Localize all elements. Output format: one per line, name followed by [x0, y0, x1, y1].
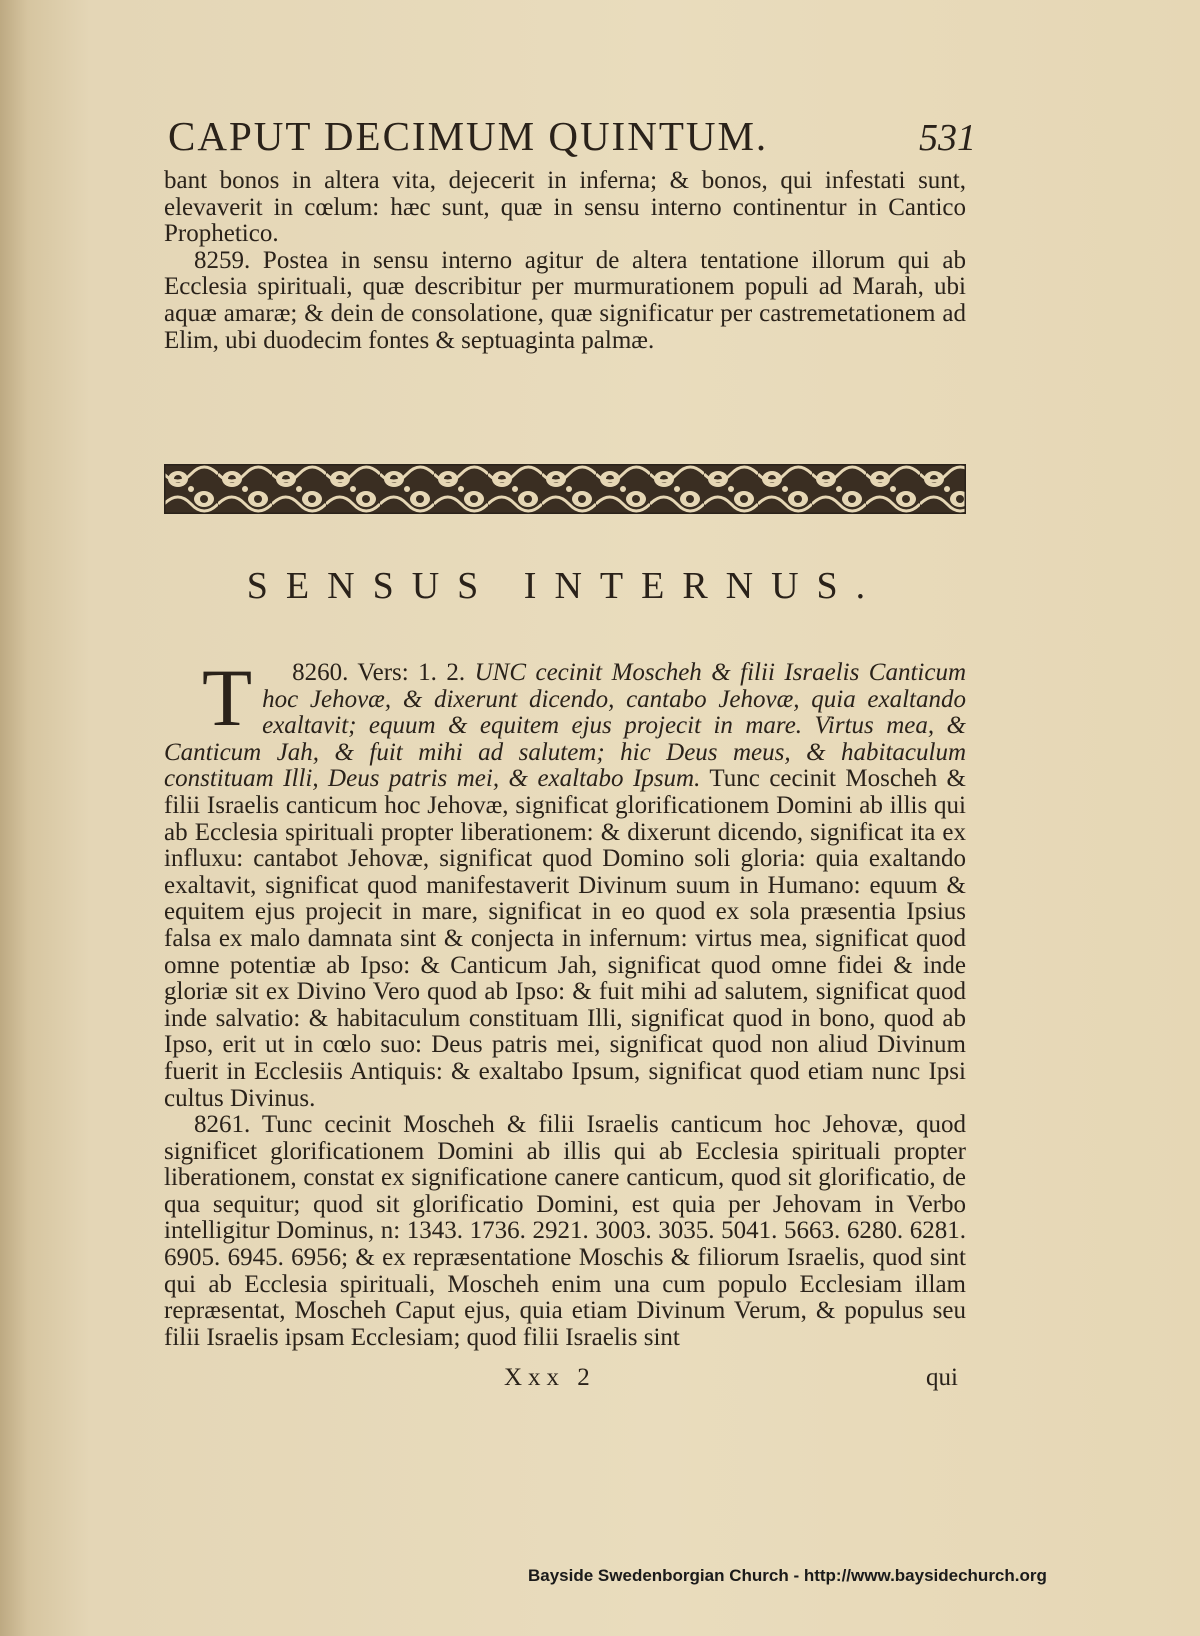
lead-word: UNC — [474, 659, 527, 686]
paragraph-8259: 8259. Postea in sensu interno agitur de altera tentatione illorum qui ab Ecclesia spirituali, quæ describitur per murmurationem populi ad Marah, ubi aquæ amaræ; & dein de consolatione, quæ significatur per castremetationem ad Elim, ubi duodecim fontes & septuaginta palmæ. — [164, 246, 966, 354]
section-title: SENSUS INTERNUS. — [246, 565, 884, 607]
paragraph-8261: 8261. Tunc cecinit Moscheh & filii Israelis canticum hoc Jehovæ, quod significet glorificationem Domini ab illis qui ab Ecclesia spirituali propter liberationem, constat ex significatione canere canticum, quod sit glorificatio, de qua sequitur; quod sit glorificatio Domini, est quia per Jehovam in Verbo intelligitur Dominus, n: 1343. 1736. 2921. 3003. 3035. 5041. 5663. 6280. 6281. 6905. 6945. 6956; & ex repræsentatione Moschis & filiorum Israelis, quod sint qui ab Ecclesia spirituali, Moscheh enim una cum populo Ecclesiam illam repræsentat, Moscheh Caput ejus, quia etiam Divinum Verum, & populus seu filii Israelis ipsam Ecclesiam; quod filii Israelis sint — [164, 1111, 966, 1351]
verse-commentary: Tunc cecinit Moscheh & filii Israelis canticum hoc Jehovæ, significat glorificationem Domini ab illis qui ab Ecclesia spirituali propter liberationem: & dixerunt dicendo, significat ita ex influxu: cantabot Jehovæ, significat quod Domino soli gloria: quia exaltando exaltavit, significat quod manifestaverit Divinum suum in Humano: equum & equitem ejus projecit in mare, significat in eo quod ex sola præsentia Ipsius falsa ex malo damnata sint & conjecta in infernum: virtus mea, significat quod omne potentiæ ab Ipso: & Canticum Jah, significat quod omne fidei & inde gloriæ sit ex Divino Vero quod ab Ipso: & fuit mihi ad salutem, significat quod inde salvatio: & habitaculum constituam Illi, significat quod in bono, quod ab Ipso, erit ut in cœlo suo: Deus patris mei, significat quod non aliud Divinum fuerit in Ecclesiis Antiquis: & exaltabo Ipsum, significat quod etiam nunc Ipsi cultus Divinus. — [164, 765, 966, 1112]
verse-quotation: cecinit Moscheh & filii Israelis Canticum hoc Jehovæ, & dixerunt dicendo, cantabo Jehovæ, quia exaltando exaltavit; equum & equitem ejus projecit in mare. Virtus mea, & Canticum Jah, & fuit mihi ad salutem; hic Deus meus, & habitaculum constituam Illi, Deus patris mei, & exaltabo Ipsum. — [164, 659, 967, 793]
top-text-block — [164, 168, 966, 354]
page-footer — [164, 1364, 966, 1394]
signature-mark: Xxx 2 — [504, 1364, 596, 1391]
ornamental-border — [164, 464, 966, 514]
paragraph-8260 — [164, 652, 967, 1112]
page-number: 531 — [919, 117, 976, 159]
continued-paragraph: bant bonos in altera vita, dejecerit in inferna; & bonos, qui infestati sunt, elevaverit in cœlum: hæc sunt, quæ in sensu interno continentur in Cantico Prophetico. — [164, 167, 966, 248]
catchword: qui — [926, 1364, 958, 1391]
watermark: Bayside Swedenborgian Church - http://www.baysidechurch.org — [528, 1566, 1047, 1585]
running-title: CAPUT DECIMUM QUINTUM. — [168, 113, 769, 159]
drop-cap: T — [202, 652, 253, 743]
page-header — [168, 112, 976, 160]
verse-reference: 8260. Vers: 1. 2. — [292, 659, 466, 686]
main-text-block — [164, 652, 967, 1351]
